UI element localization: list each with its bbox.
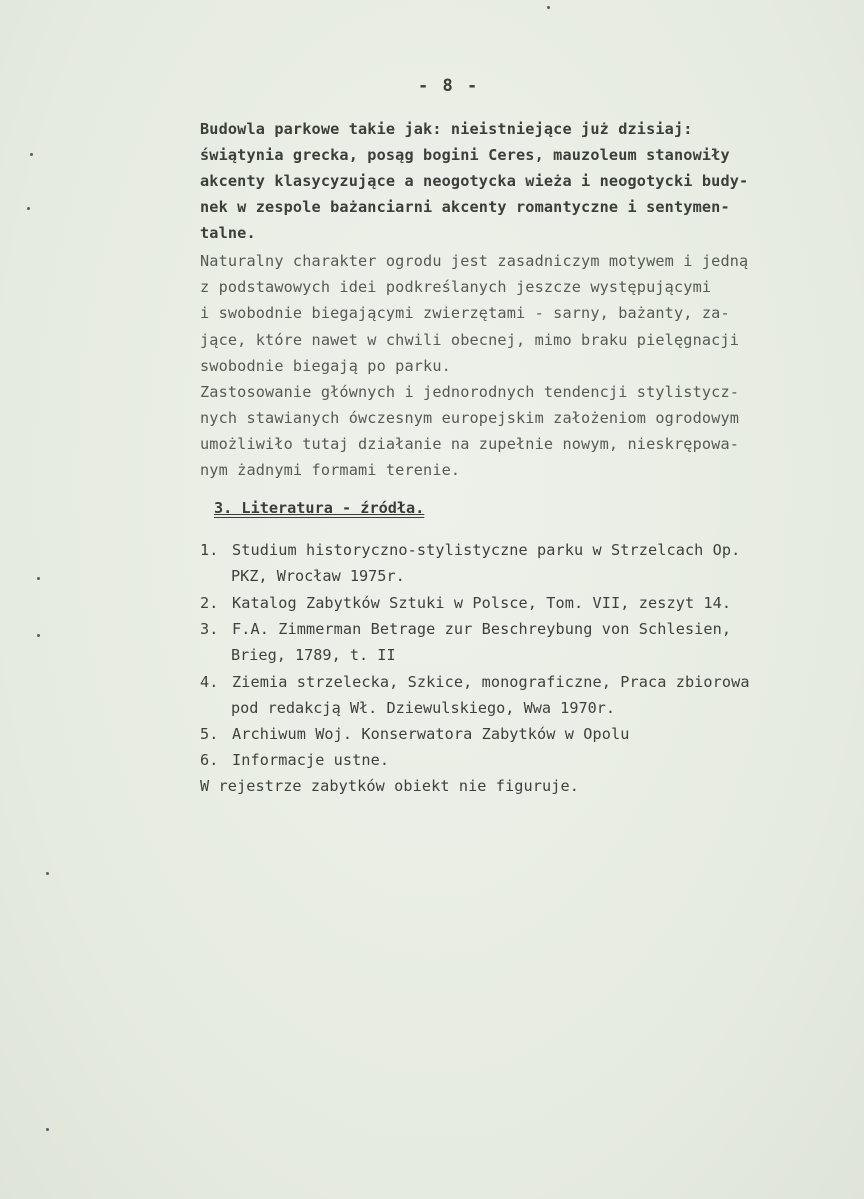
- scan-speck: [46, 872, 49, 875]
- list-item-number: 2.: [200, 594, 219, 612]
- list-item-number: 1.: [200, 541, 219, 559]
- scan-speck: [37, 634, 40, 637]
- paragraph-line: Budowla parkowe takie jak: nieistniejące już dzisiaj:: [200, 120, 693, 138]
- paragraph-line: świątynia grecka, posąg bogini Ceres, mauzoleum stanowiły: [200, 146, 730, 164]
- list-item-text: Studium historyczno-stylistyczne parku w Strzelcach Op.: [232, 541, 741, 559]
- list-item-text: Ziemia strzelecka, Szkice, monograficzne, Praca zbiorowa: [232, 673, 750, 691]
- paragraph-line: talne.: [200, 224, 256, 242]
- list-item-number: 3.: [200, 620, 219, 638]
- paragraph-line: umożliwiło tutaj działanie na zupełnie nowym, nieskrępowa-: [200, 435, 740, 453]
- paragraph-line: i swobodnie biegającymi zwierzętami - sarny, bażanty, za-: [200, 304, 730, 322]
- paragraph-line: swobodnie biegają po parku.: [200, 357, 451, 375]
- list-item-continuation: Brieg, 1789, t. II: [231, 646, 396, 664]
- section-heading: 3. Literatura - źródła.: [214, 499, 425, 517]
- closing-line: W rejestrze zabytków obiekt nie figuruje.: [200, 777, 579, 795]
- list-item: [200, 751, 389, 769]
- list-item-text: Archiwum Woj. Konserwatora Zabytków w Opolu: [232, 725, 630, 743]
- list-item-continuation: PKZ, Wrocław 1975r.: [231, 567, 405, 585]
- list-item: [200, 541, 740, 559]
- list-item-text: F.A. Zimmerman Betrage zur Beschreybung von Schlesien,: [232, 620, 732, 638]
- scan-speck: [37, 577, 40, 580]
- list-item: [200, 620, 731, 638]
- paragraph-line: nym żadnymi formami terenie.: [200, 461, 461, 479]
- paragraph-line: nek w zespole bażanciarni akcenty romantyczne i sentymen-: [200, 198, 730, 216]
- paragraph-line: jące, które nawet w chwili obecnej, mimo braku pielęgnacji: [200, 331, 740, 349]
- scan-speck: [30, 153, 33, 156]
- paragraph-line: Zastosowanie głównych i jednorodnych tendencji stylistycz-: [200, 383, 740, 401]
- paragraph-line: z podstawowych idei podkreślanych jeszcze występującymi: [200, 278, 712, 296]
- scan-speck: [46, 1128, 49, 1131]
- list-item-number: 4.: [200, 673, 219, 691]
- list-item-number: 6.: [200, 751, 219, 769]
- list-item: [200, 673, 750, 691]
- list-item: [200, 725, 629, 743]
- paragraph-line: akcenty klasycyzujące a neogotycka wieża i neogotycki budy-: [200, 172, 749, 190]
- list-item: [200, 594, 731, 612]
- list-item-number: 5.: [200, 725, 219, 743]
- list-item-text: Katalog Zabytków Sztuki w Polsce, Tom. VII, zeszyt 14.: [232, 594, 732, 612]
- page-number: - 8 -: [418, 76, 480, 96]
- paragraph-line: Naturalny charakter ogrodu jest zasadniczym motywem i jedną: [200, 252, 749, 270]
- scan-speck: [27, 207, 30, 210]
- list-item-text: Informacje ustne.: [232, 751, 390, 769]
- list-item-continuation: pod redakcją Wł. Dziewulskiego, Wwa 1970r.: [231, 699, 616, 717]
- paragraph-line: nych stawianych ówczesnym europejskim założeniom ogrodowym: [200, 409, 740, 427]
- scan-speck: [547, 6, 550, 9]
